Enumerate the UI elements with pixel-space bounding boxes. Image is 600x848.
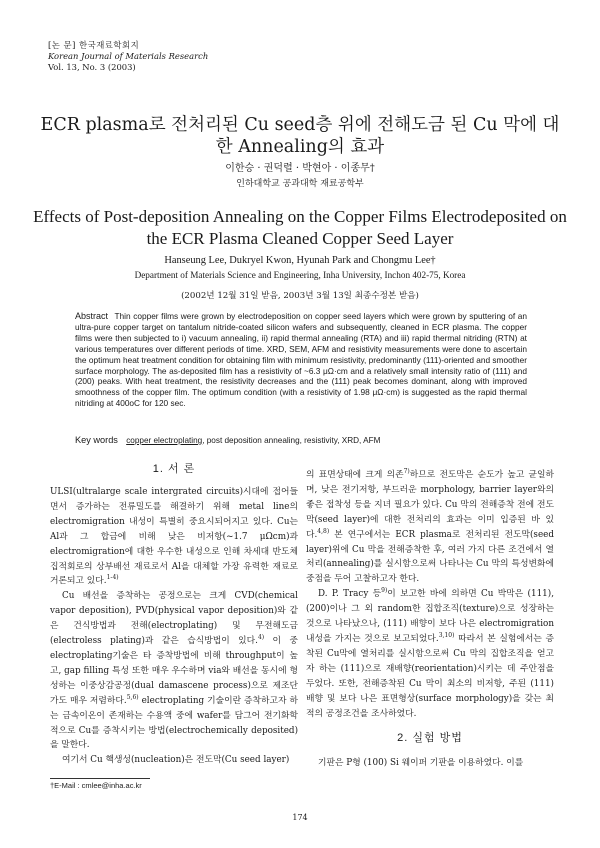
left-column bbox=[50, 462, 298, 768]
journal-name: Korean Journal of Materials Research bbox=[48, 51, 209, 61]
affiliation-korean: 인하대학교 공과대학 재료공학부 bbox=[236, 179, 364, 189]
abstract-text: Thin copper films were grown by electrodeposition on copper seed layers which were grown by sputtering of an ultra-pure copper target on tantalum nitride-coated silicon wafers and subsequently, cleaned in ECR plasma. The copper films were then subjected to i) vacuum annealing, ii) rapid thermal annealing (RTA) and iii) rapid thermal nitriding (RTN) at various temperatures over different periods of time. XRD, SEM, AFM and resistivity measurements were done to ascertain the optimum heat treatment condition for obtaining film with minimum resistivity, predominantly (111)-oriented and smoother surface morphology. The as-deposited film has a resistivity of ~6.3 μΩ·cm and a relatively small intensity ratio of (111) and (200) peaks. With heat treatment, the resistivity decreases and the (111) peak becomes dominant, along with improved smoothness of the copper film. The optimum condition (with a resistivity of 1.98 μΩ·cm) is suggested as the rapid thermal nitriding at 400oC for 120 sec. bbox=[75, 311, 528, 409]
citation: 1-4) bbox=[106, 574, 119, 582]
body-paragraph: 여기서 Cu 핵생성(nucleation)은 전도막(Cu seed layer) bbox=[62, 755, 290, 766]
citation: 5,6) bbox=[126, 693, 139, 701]
abstract bbox=[75, 311, 527, 409]
body-paragraph: 기판은 P형 (100) Si 웨이퍼 기판을 이용하였다. 이를 bbox=[318, 758, 524, 769]
footnote-email: †E-Mail : cmlee@inha.ac.kr bbox=[50, 781, 142, 790]
body-paragraph: 의 표면상태에 크게 의존$^{7)}$하므로 전도막은 순도가 높고 균일하며, 낮은 전기저항, 부드러운 morphology, barrier layer와의 좋은 접착성 등을 지녀 필요가 있다. Cu 막의 전해증착 전에 전도막(seed layer)에 대한 전처리의 효과는 이미 입증된 바 있다.$^{4,8)}$ 본 연구에서는 ECR plasma로 전처리된 전도막(seed layer)위에 Cu 막을 전해증착한 후, 여러 가지 다른 조건에서 열처리(annealing)를 실시함으로써 나타나는 Cu 막의 특성변화에 중점을 두어 고찰하고자 한다. bbox=[306, 468, 555, 585]
title-english: Effects of Post-deposition Annealing on the Copper Films Electrodeposited on the ECR Plasma Cleaned Copper Seed Layer bbox=[33, 207, 567, 248]
keywords bbox=[75, 435, 527, 446]
authors-korean: 이한승 · 권덕렬 · 박현아 · 이종무† bbox=[225, 163, 375, 174]
section-heading-intro: 1. 서 론 bbox=[152, 463, 196, 475]
journal-header bbox=[48, 40, 208, 73]
citation: 7) bbox=[403, 468, 410, 476]
section-heading-methods: 2. 실험 방법 bbox=[397, 732, 463, 745]
received-dates: (2002년 12월 31일 받음, 2003년 3월 13일 최종수정본 받음) bbox=[181, 291, 419, 301]
citation: 4,8) bbox=[317, 527, 330, 535]
paper-type-tag: [논 문] 한국재료학회지 bbox=[48, 40, 140, 50]
keywords-rest: , post deposition annealing, resistivity, XRD, AFM bbox=[202, 436, 381, 445]
citation: 4) bbox=[257, 634, 265, 642]
page-number: 174 bbox=[292, 813, 308, 822]
affiliation-english: Department of Materials Science and Engineering, Inha University, Inchon 402-75, Korea bbox=[134, 270, 466, 280]
authors-english: Hanseung Lee, Dukryel Kwon, Hyunah Park and Chongmu Lee† bbox=[164, 255, 436, 266]
title-korean: ECR plasma로 전처리된 Cu seed층 위에 전해도금 된 Cu 막에 대한 Annealing의 효과 bbox=[40, 115, 560, 157]
body-paragraph: ULSI(ultralarge scale intergrated circuits)시대에 접어들면서 증가하는 전류밀도를 해결하기 위해 metal line의 electromigration 내성이 특별히 중요시되어지고 있다. Cu는 Al과 그 합금에 비해 낮은 비저항(~1.7 μΩcm)과 electromigration에 대한 우수한 내성으로 인해 차세대 반도체 집적회로의 상부배선 재료로서 Al을 대체할 가장 유력한 재료로 거론되고 있다.$^{1-4)}$ bbox=[50, 487, 298, 587]
citation: 9) bbox=[381, 587, 388, 595]
journal-volume: Vol. 13, No. 3 (2003) bbox=[48, 62, 136, 72]
keywords-label: Key words bbox=[75, 435, 118, 445]
footnote-divider bbox=[50, 778, 150, 779]
abstract-label: Abstract bbox=[75, 311, 109, 321]
keyword-first: copper electroplating bbox=[126, 436, 203, 445]
body-paragraph: D. P. Tracy 등$^{9)}$이 보고한 바에 의하면 Cu 박막은 (111), (200)이나 그 외 random한 집합조직(texture)으로 성장하는 것으로 나타났으나, (111) 배향이 보다 나은 electromigration 내성을 가지는 것으로 보고되었다.$^{3,10)}$ 따라서 본 실험에서는 증착된 Cu막에 열처리를 실시함으로써 Cu 막의 집합조직을 얻고자 하는 (111)으로 재배향(reorientation)시키는 데 주안점을 두었다. 또한, 전해증착된 Cu 막이 최소의 비저항, 주된 (111) 배향 및 보다 나은 표면형상(surface morphology)을 갖는 최적의 공정조건을 조사하였다. bbox=[306, 587, 554, 719]
right-column bbox=[306, 468, 554, 771]
citation: 3,10) bbox=[438, 632, 455, 640]
body-paragraph: Cu 배선을 증착하는 공정으로는 크게 CVD(chemical vapor deposition), PVD(physical vapor deposition)와 같은 건식방법과 전해(electroplating) 및 무전해도금(electroless plating)과 같은 습식방법이 있다.$^{4)}$ 이 중 electroplating기술은 타 증착방법에 비해 throughput이 높고, gap filling 특성 또한 매우 우수하며 via와 배선을 동시에 형성하는 이중상감공정(dual damascene process)으로 제조단가도 매우 저렴하다.$^{5,6)}$ electroplating 기술이란 증착하고자 하는 금속이온이 존재하는 수용액 중에 wafer를 담그어 전기화학적으로 Cu를 증착시키는 방법(electrochemically deposited)을 말한다. bbox=[50, 591, 299, 751]
